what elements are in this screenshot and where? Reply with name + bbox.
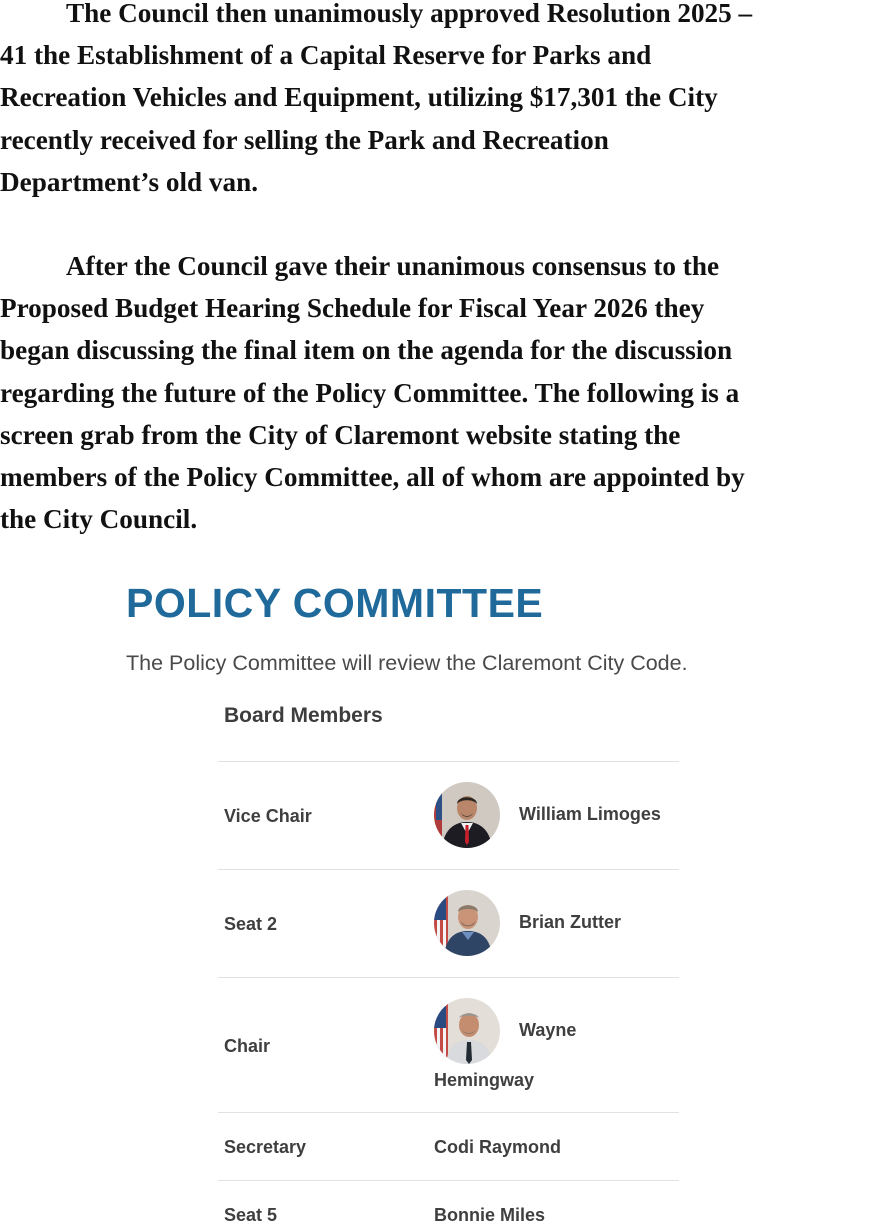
member-name: Brian Zutter xyxy=(519,912,622,932)
member-photo xyxy=(434,998,500,1064)
committee-title: POLICY COMMITTEE xyxy=(126,580,544,626)
member-role: Secretary xyxy=(224,1137,307,1157)
paragraph-line: screen grab from the City of Claremont website stating the xyxy=(0,419,681,450)
board-members-heading: Board Members xyxy=(224,704,383,727)
paragraph-line: Proposed Budget Hearing Schedule for Fiscal Year 2026 they xyxy=(0,293,705,324)
paragraph-line: Department’s old van. xyxy=(0,166,259,197)
paragraph-line: 41 the Establishment of a Capital Reserve for Parks and xyxy=(0,40,652,71)
member-name: Bonnie Miles xyxy=(434,1205,546,1225)
paragraph-line: members of the Policy Committee, all of whom are appointed by xyxy=(0,462,745,493)
member-role: Chair xyxy=(224,1036,271,1056)
paragraph-line: the City Council. xyxy=(0,504,198,535)
committee-description: The Policy Committee will review the Claremont City Code. xyxy=(126,651,688,675)
member-name: William Limoges xyxy=(519,804,661,824)
divider xyxy=(218,1112,679,1113)
member-photo xyxy=(434,890,500,956)
member-name: Wayne xyxy=(519,1020,577,1040)
paragraph-line: After the Council gave their unanimous consensus to the xyxy=(66,251,720,281)
paragraph-line: Recreation Vehicles and Equipment, utilizing $17,301 the City xyxy=(0,82,718,113)
paragraph-line: began discussing the final item on the agenda for the discussion xyxy=(0,335,733,366)
paragraph-line: The Council then unanimously approved Resolution 2025 – xyxy=(66,0,753,28)
paragraph-policy-committee xyxy=(0,245,745,540)
divider xyxy=(218,869,679,870)
member-role: Seat 5 xyxy=(224,1205,278,1225)
divider xyxy=(218,761,679,762)
member-name: Hemingway xyxy=(434,1070,535,1090)
paragraph-resolution xyxy=(0,0,752,203)
member-name: Codi Raymond xyxy=(434,1137,562,1157)
paragraph-line: recently received for selling the Park and Recreation xyxy=(0,124,609,155)
paragraph-line: regarding the future of the Policy Committee. The following is a xyxy=(0,377,740,408)
divider xyxy=(218,1180,679,1181)
member-role: Vice Chair xyxy=(224,806,312,826)
member-role: Seat 2 xyxy=(224,914,278,934)
divider xyxy=(218,977,679,978)
member-photo xyxy=(434,782,500,848)
